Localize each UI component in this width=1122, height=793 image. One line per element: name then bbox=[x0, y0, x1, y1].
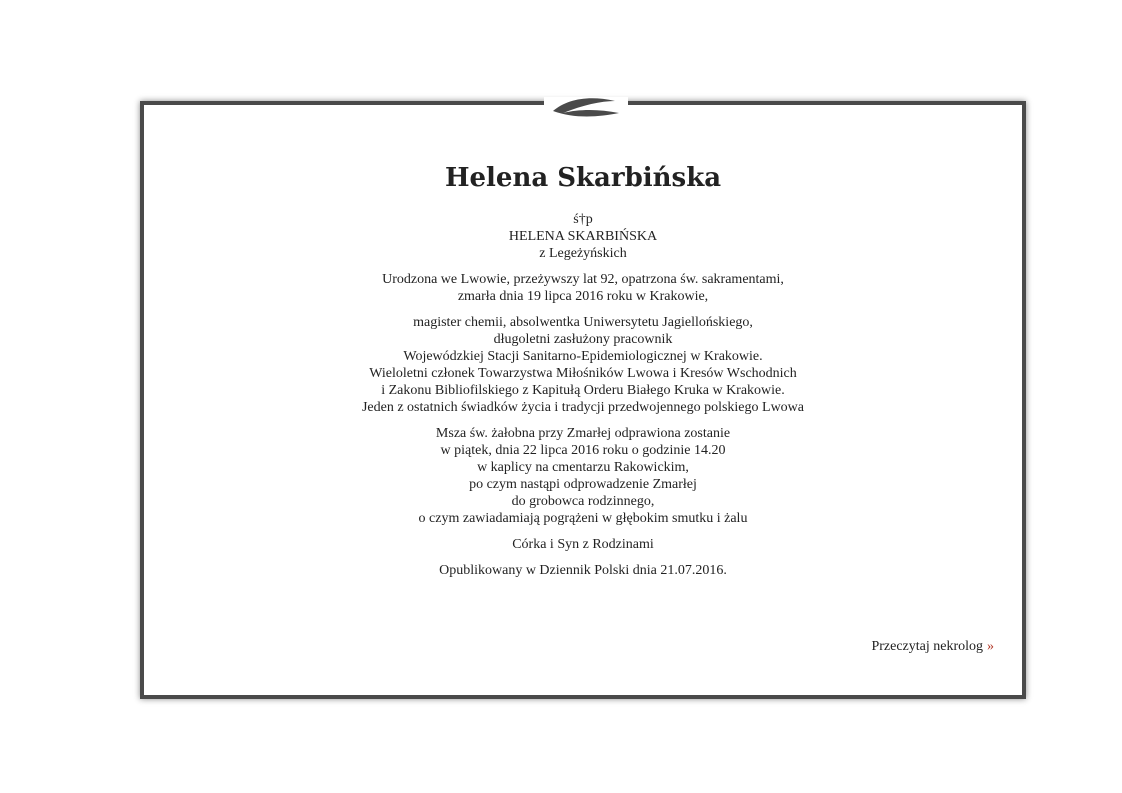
read-obituary-link[interactable] bbox=[871, 638, 994, 655]
text-line: magister chemii, absolwentka Uniwersytetu Jagiellońskiego, bbox=[413, 315, 753, 330]
read-obituary-label: Przeczytaj nekrolog bbox=[871, 639, 983, 654]
header-line: HELENA SKARBIŃSKA bbox=[508, 229, 658, 244]
text-line: Jeden z ostatnich świadków życia i tradycji przedwojennego polskiego Lwowa bbox=[361, 400, 805, 415]
text-line: w piątek, dnia 22 lipca 2016 roku o godzinie 14.20 bbox=[440, 443, 726, 458]
obituary-content bbox=[144, 161, 1022, 588]
paragraph-birth-death bbox=[144, 271, 1022, 305]
signature bbox=[144, 536, 1022, 553]
text-line: po czym nastąpi odprowadzenie Zmarłej bbox=[469, 477, 697, 492]
publication-info bbox=[144, 562, 1022, 579]
text-line: Msza św. żałobna przy Zmarłej odprawiona zostanie bbox=[435, 426, 731, 441]
leaf-icon bbox=[549, 93, 623, 121]
raquo-icon: » bbox=[987, 639, 994, 654]
text-line: i Zakonu Bibliofilskiego z Kapitułą Orderu Białego Kruka w Krakowie. bbox=[381, 383, 785, 398]
deceased-name: Helena Skarbińska bbox=[444, 163, 722, 193]
header-line: ś†p bbox=[573, 212, 593, 227]
paragraph-biography bbox=[144, 314, 1022, 416]
paragraph-funeral bbox=[144, 425, 1022, 527]
text-line: w kaplicy na cmentarzu Rakowickim, bbox=[477, 460, 689, 475]
text-line: Urodzona we Lwowie, przeżywszy lat 92, opatrzona św. sakramentami, bbox=[382, 272, 784, 287]
text-line: do grobowca rodzinnego, bbox=[511, 494, 655, 509]
text-line: Wieloletni członek Towarzystwa Miłośników Lwowa i Kresów Wschodnich bbox=[369, 366, 797, 381]
signature-text: Córka i Syn z Rodzinami bbox=[512, 537, 654, 552]
text-line: Wojewódzkiej Stacji Sanitarno-Epidemiologicznej w Krakowie. bbox=[403, 349, 763, 364]
text-line: zmarła dnia 19 lipca 2016 roku w Krakowie, bbox=[457, 289, 709, 304]
text-line: o czym zawiadamiają pogrążeni w głębokim smutku i żalu bbox=[418, 511, 748, 526]
header-lines bbox=[144, 211, 1022, 262]
published-text: Opublikowany w Dziennik Polski dnia 21.07.2016. bbox=[439, 563, 727, 578]
obituary-card bbox=[140, 101, 1026, 699]
text-line: długoletni zasłużony pracownik bbox=[493, 332, 673, 347]
header-line: z Legeżyńskich bbox=[539, 246, 627, 261]
